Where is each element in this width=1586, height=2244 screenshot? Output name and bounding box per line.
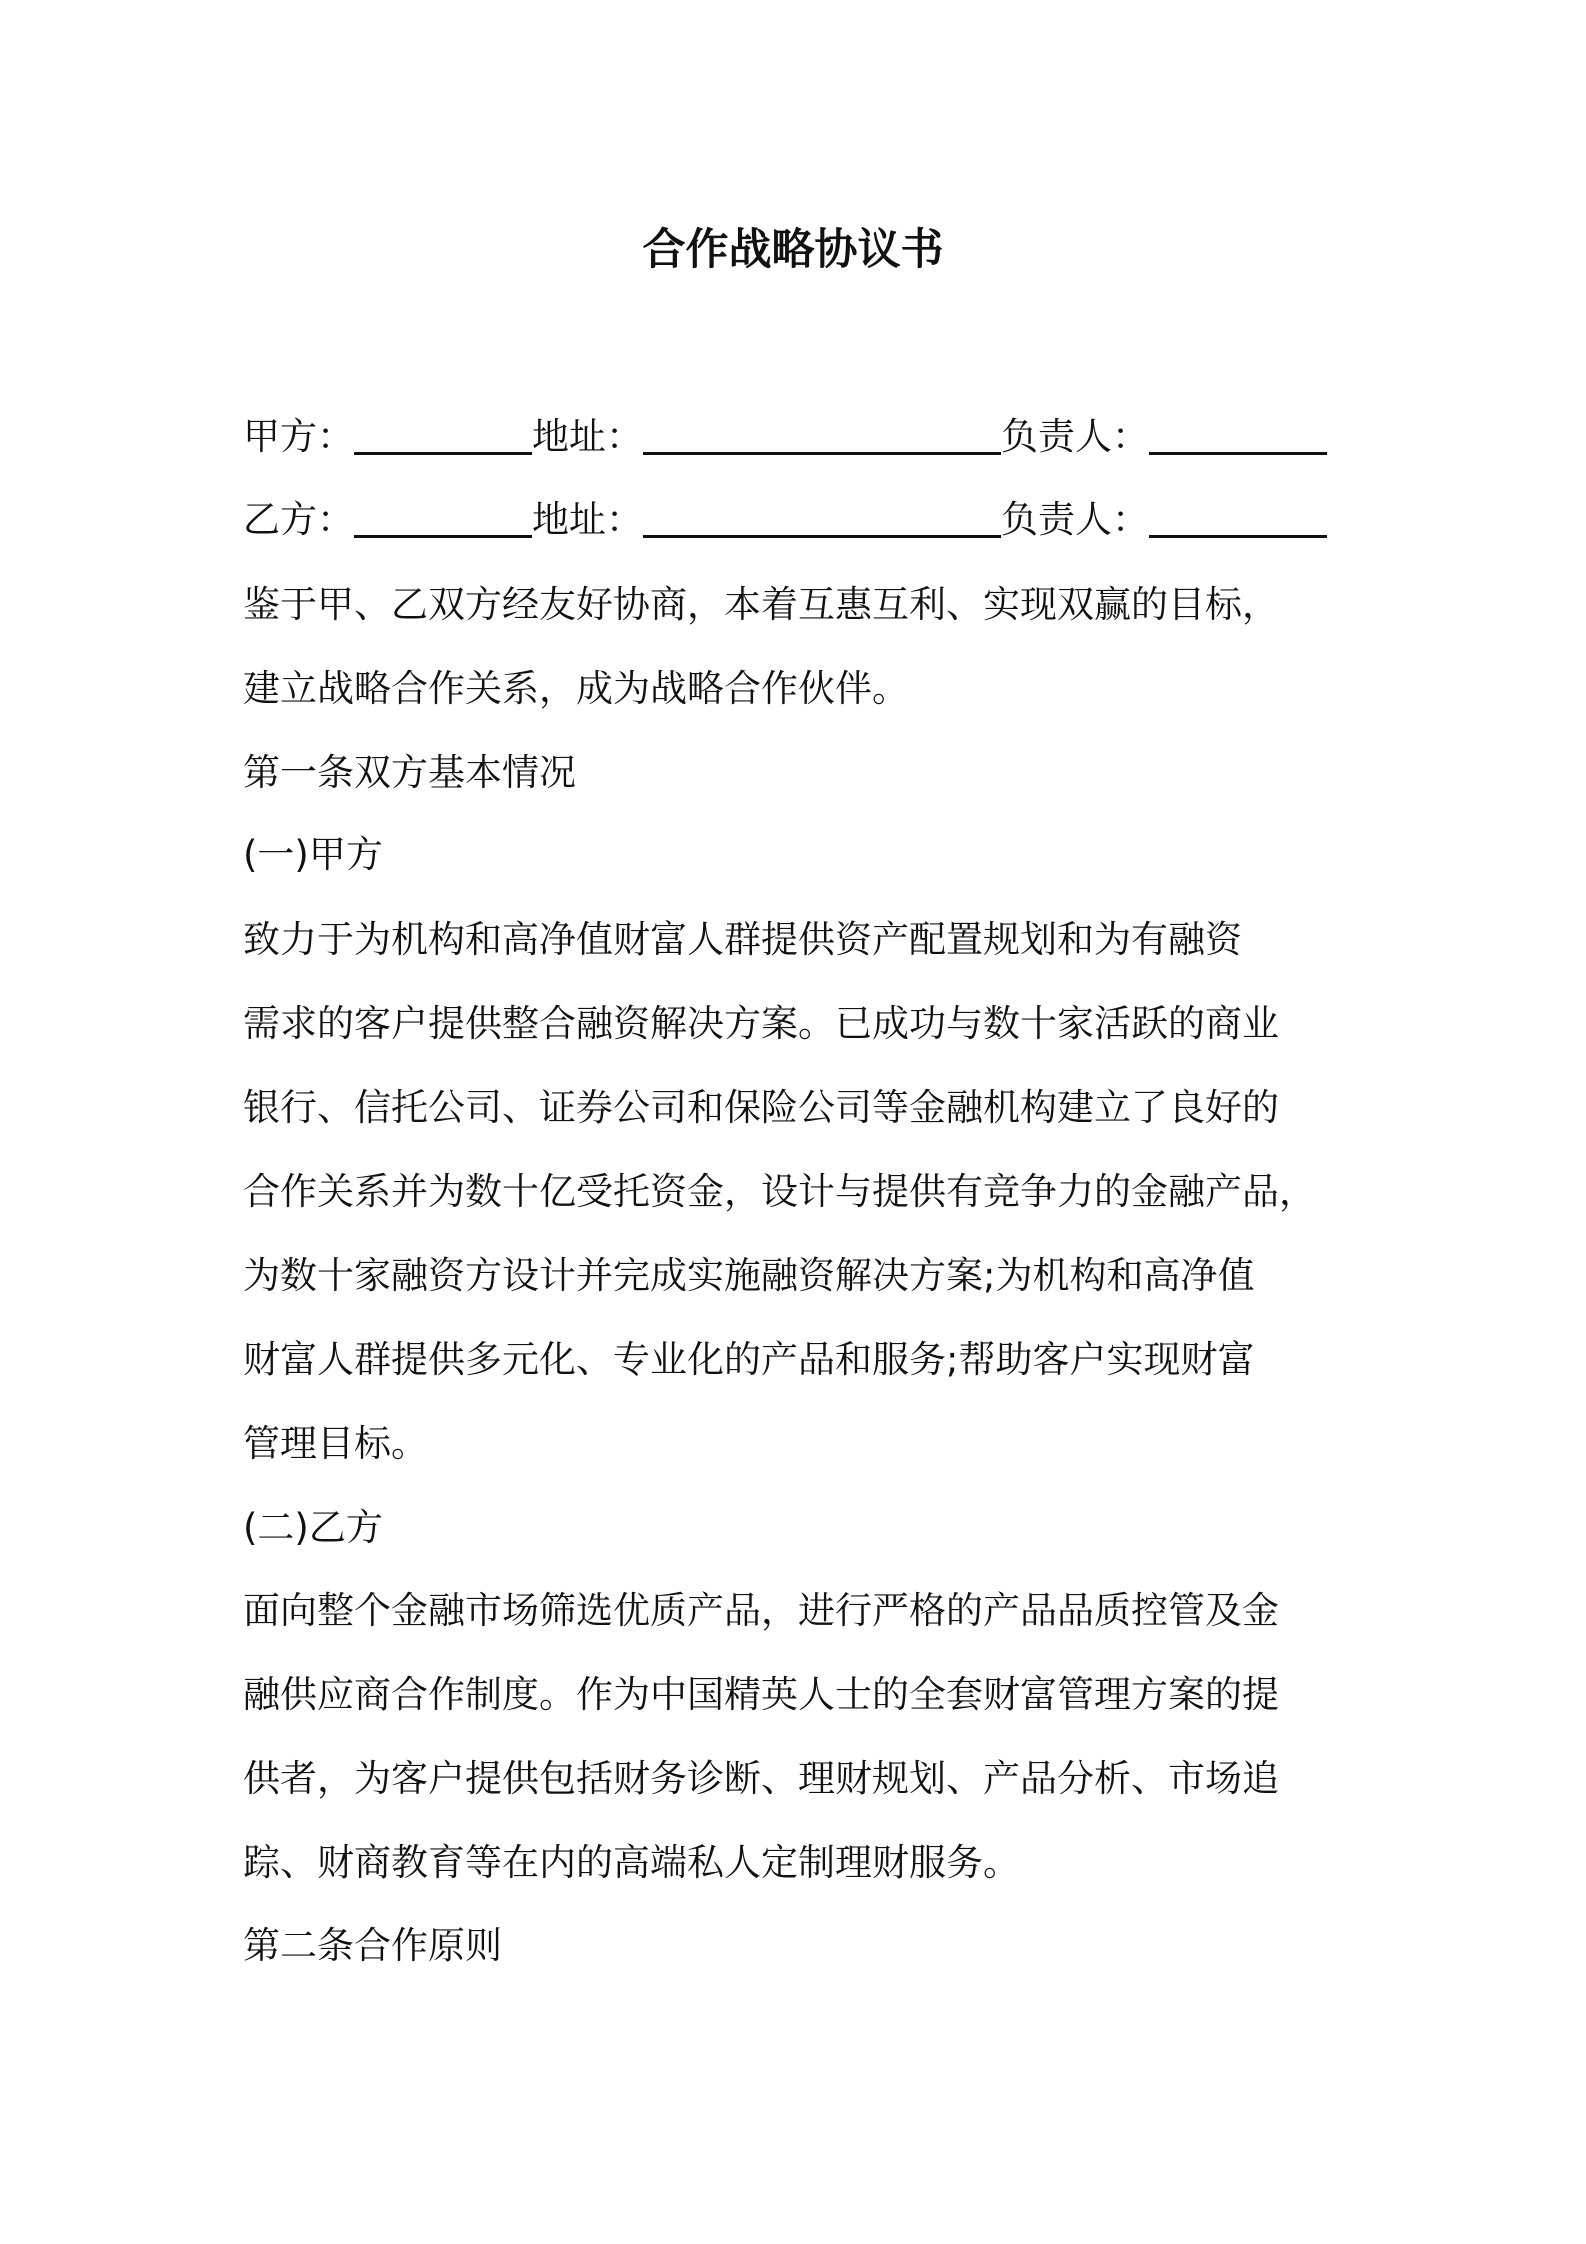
section-b-text-line: 面向整个金融市场筛选优质产品，进行严格的产品品质控管及金 (243, 1589, 1279, 1632)
section-a-text-line: 合作关系并为数十亿受托资金，设计与提供有竞争力的金融产品， (243, 1170, 1316, 1213)
document-title: 合作战略协议书 (642, 225, 944, 275)
party-b-address-blank (643, 495, 1001, 538)
party-a-line (243, 409, 1327, 465)
section-b-text-line: 供者，为客户提供包括财务诊断、理财规划、产品分析、市场追 (243, 1757, 1279, 1800)
section-b-text-line: 融供应商合作制度。作为中国精英人士的全套财富管理方案的提 (243, 1673, 1279, 1716)
section-a-text-line: 为数十家融资方设计并完成实施融资解决方案;为机构和高净值 (243, 1254, 1255, 1297)
party-a-label: 甲方： (243, 415, 354, 458)
party-a-address-blank (643, 412, 1001, 455)
section-a-text-line: 银行、信托公司、证券公司和保险公司等金融机构建立了良好的 (243, 1086, 1279, 1129)
section-a-text-line: 管理目标。 (243, 1422, 428, 1465)
section-a-text-line: 需求的客户提供整合融资解决方案。已成功与数十家活跃的商业 (243, 1002, 1279, 1045)
article-1-heading: 第一条双方基本情况 (243, 751, 576, 794)
party-b-person-blank (1149, 495, 1327, 538)
party-b-line (243, 492, 1327, 548)
party-b-address-label: 地址： (532, 498, 643, 541)
section-a-heading: (一)甲方 (243, 833, 383, 876)
preamble-line: 建立战略合作关系，成为战略合作伙伴。 (243, 667, 909, 710)
party-a-person-blank (1149, 412, 1327, 455)
preamble-line: 鉴于甲、乙双方经友好协商，本着互惠互利、实现双赢的目标， (243, 583, 1279, 626)
party-b-person-label: 负责人： (1001, 498, 1149, 541)
party-b-name-blank (354, 495, 532, 538)
article-2-heading: 第二条合作原则 (243, 1924, 502, 1967)
party-a-address-label: 地址： (532, 415, 643, 458)
section-b-heading: (二)乙方 (243, 1506, 383, 1549)
section-a-text-line: 致力于为机构和高净值财富人群提供资产配置规划和为有融资 (243, 918, 1242, 961)
section-a-text-line: 财富人群提供多元化、专业化的产品和服务;帮助客户实现财富 (243, 1338, 1255, 1381)
party-b-label: 乙方： (243, 498, 354, 541)
section-b-text-line: 踪、财商教育等在内的高端私人定制理财服务。 (243, 1841, 1020, 1884)
party-a-person-label: 负责人： (1001, 415, 1149, 458)
party-a-name-blank (354, 412, 532, 455)
